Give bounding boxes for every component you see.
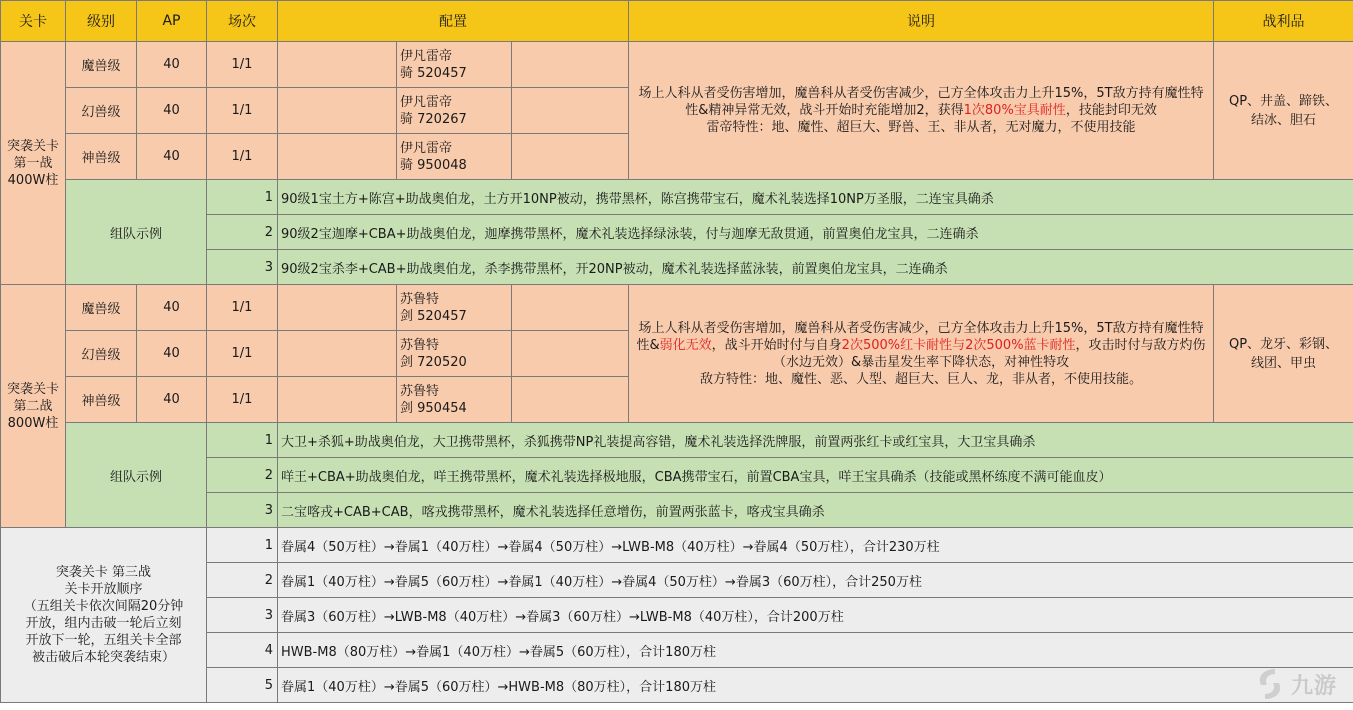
- config-blank: [512, 134, 629, 180]
- table-row: [1, 528, 1353, 563]
- config-blank: [278, 331, 397, 377]
- config-blank: [278, 88, 397, 134]
- times-cell: 1/1: [207, 88, 278, 134]
- team-number: 2: [207, 458, 278, 493]
- times-cell: 1/1: [207, 331, 278, 377]
- order-text: 眷属4（50万柱）→眷属1（40万柱）→眷属4（50万柱）→LWB-M8（40万柱）→眷属4（50万柱），合计230万柱: [278, 528, 1353, 563]
- level-cell: 神兽级: [66, 134, 137, 180]
- table-row: [1, 423, 1353, 458]
- battle1-description: 场上人科从者受伤害增加，魔兽科从者受伤害减少，己方全体攻击力上升15%，5T敌方持有魔性特性&精神异常无效，战斗开始时充能增加2，获得1次80%宝具耐性，技能封印无效 雷帝特性：地、魔性、超巨大、野兽、王、非从者，无对魔力，不使用技能: [629, 42, 1214, 180]
- config-boss: 伊凡雷帝 骑 520457: [397, 42, 512, 88]
- nine-game-logo-icon: [1253, 665, 1287, 703]
- header-times: 场次: [207, 1, 278, 42]
- team-text: 二宝喀戎+CAB+CAB，喀戎携带黑杯，魔术礼装选择任意增伤，前置两张蓝卡，喀戎宝具确杀: [278, 493, 1353, 528]
- battle2-loot: QP、龙牙、彩钢、 线团、甲虫: [1214, 285, 1353, 423]
- config-boss: 伊凡雷帝 骑 950048: [397, 134, 512, 180]
- level-cell: 幻兽级: [66, 88, 137, 134]
- order-number: 3: [207, 598, 278, 633]
- order-number: 2: [207, 563, 278, 598]
- header-stage: 关卡: [1, 1, 66, 42]
- config-blank: [278, 134, 397, 180]
- order-text: 眷属1（40万柱）→眷属5（60万柱）→HWB-M8（80万柱），合计180万柱: [278, 668, 1353, 703]
- battle2-description: 场上人科从者受伤害增加，魔兽科从者受伤害减少，己方全体攻击力上升15%，5T敌方持有魔性特性&弱化无效，战斗开始时付与自身2次500%红卡耐性与2次500%蓝卡耐性，攻击时付与敌方灼伤（水边无效）&暴击星发生率下降状态，对神性特攻 敌方特性：地、魔性、恶、人型、超巨大、巨人、龙，非从者，不使用技能。: [629, 285, 1214, 423]
- team-number: 3: [207, 250, 278, 285]
- config-boss: 伊凡雷帝 骑 720267: [397, 88, 512, 134]
- config-boss: 苏鲁特 剑 950454: [397, 377, 512, 423]
- level-cell: 魔兽级: [66, 42, 137, 88]
- ap-cell: 40: [137, 88, 207, 134]
- header-config: 配置: [278, 1, 629, 42]
- header-ap: AP: [137, 1, 207, 42]
- header-level: 级别: [66, 1, 137, 42]
- config-blank: [512, 88, 629, 134]
- times-cell: 1/1: [207, 134, 278, 180]
- team-text: 大卫+杀狐+助战奥伯龙，大卫携带黑杯，杀狐携带NP礼装提高容错，魔术礼装选择洗牌服，前置两张红卡或红宝具，大卫宝具确杀: [278, 423, 1353, 458]
- team-text: 咩王+CBA+助战奥伯龙，咩王携带黑杯，魔术礼装选择极地服，CBA携带宝石，前置CBA宝具，咩王宝具确杀（技能或黑杯练度不满可能血皮）: [278, 458, 1353, 493]
- team-number: 1: [207, 423, 278, 458]
- config-blank: [278, 285, 397, 331]
- team-number: 3: [207, 493, 278, 528]
- battle2-title: 突袭关卡 第二战 800W柱: [1, 285, 66, 528]
- config-boss: 苏鲁特 剑 720520: [397, 331, 512, 377]
- order-number: 5: [207, 668, 278, 703]
- order-text: 眷属1（40万柱）→眷属5（60万柱）→眷属1（40万柱）→眷属4（50万柱）→眷属3（60万柱），合计250万柱: [278, 563, 1353, 598]
- order-number: 4: [207, 633, 278, 668]
- watermark-logo: 九游: [1253, 662, 1345, 706]
- config-blank: [512, 42, 629, 88]
- level-cell: 魔兽级: [66, 285, 137, 331]
- times-cell: 1/1: [207, 377, 278, 423]
- level-cell: 神兽级: [66, 377, 137, 423]
- team-label: 组队示例: [66, 180, 207, 285]
- config-blank: [278, 377, 397, 423]
- config-blank: [512, 331, 629, 377]
- ap-cell: 40: [137, 331, 207, 377]
- times-cell: 1/1: [207, 42, 278, 88]
- config-boss: 苏鲁特 剑 520457: [397, 285, 512, 331]
- team-number: 2: [207, 215, 278, 250]
- ap-cell: 40: [137, 285, 207, 331]
- table-row: [1, 180, 1353, 215]
- config-blank: [512, 285, 629, 331]
- ap-cell: 40: [137, 377, 207, 423]
- ap-cell: 40: [137, 134, 207, 180]
- battle3-title: 突袭关卡 第三战 关卡开放顺序 （五组关卡依次间隔20分钟 开放，组内击破一轮后立刻 开放下一轮，五组关卡全部 被击破后本轮突袭结束）: [1, 528, 207, 703]
- order-number: 1: [207, 528, 278, 563]
- team-label: 组队示例: [66, 423, 207, 528]
- team-text: 90级2宝杀李+CAB+助战奥伯龙，杀李携带黑杯，开20NP被动，魔术礼装选择蓝泳装，前置奥伯龙宝具，二连确杀: [278, 250, 1353, 285]
- config-blank: [278, 42, 397, 88]
- level-cell: 幻兽级: [66, 331, 137, 377]
- table-row: [1, 285, 1353, 331]
- order-text: HWB-M8（80万柱）→眷属1（40万柱）→眷属5（60万柱），合计180万柱: [278, 633, 1353, 668]
- order-text: 眷属3（60万柱）→LWB-M8（40万柱）→眷属3（60万柱）→LWB-M8（40万柱），合计200万柱: [278, 598, 1353, 633]
- battle1-loot: QP、井盖、蹄铁、 结冰、胆石: [1214, 42, 1353, 180]
- table-row: [1, 42, 1353, 88]
- header-row: [1, 1, 1353, 42]
- team-number: 1: [207, 180, 278, 215]
- team-text: 90级1宝土方+陈宫+助战奥伯龙，土方开10NP被动，携带黑杯，陈宫携带宝石，魔术礼装选择10NP万圣服，二连宝具确杀: [278, 180, 1353, 215]
- battle1-title: 突袭关卡 第一战 400W柱: [1, 42, 66, 285]
- header-loot: 战利品: [1214, 1, 1353, 42]
- ap-cell: 40: [137, 42, 207, 88]
- config-blank: [512, 377, 629, 423]
- header-description: 说明: [629, 1, 1214, 42]
- times-cell: 1/1: [207, 285, 278, 331]
- team-text: 90级2宝迦摩+CBA+助战奥伯龙，迦摩携带黑杯，魔术礼装选择绿泳装，付与迦摩无敌贯通，前置奥伯龙宝具，二连确杀: [278, 215, 1353, 250]
